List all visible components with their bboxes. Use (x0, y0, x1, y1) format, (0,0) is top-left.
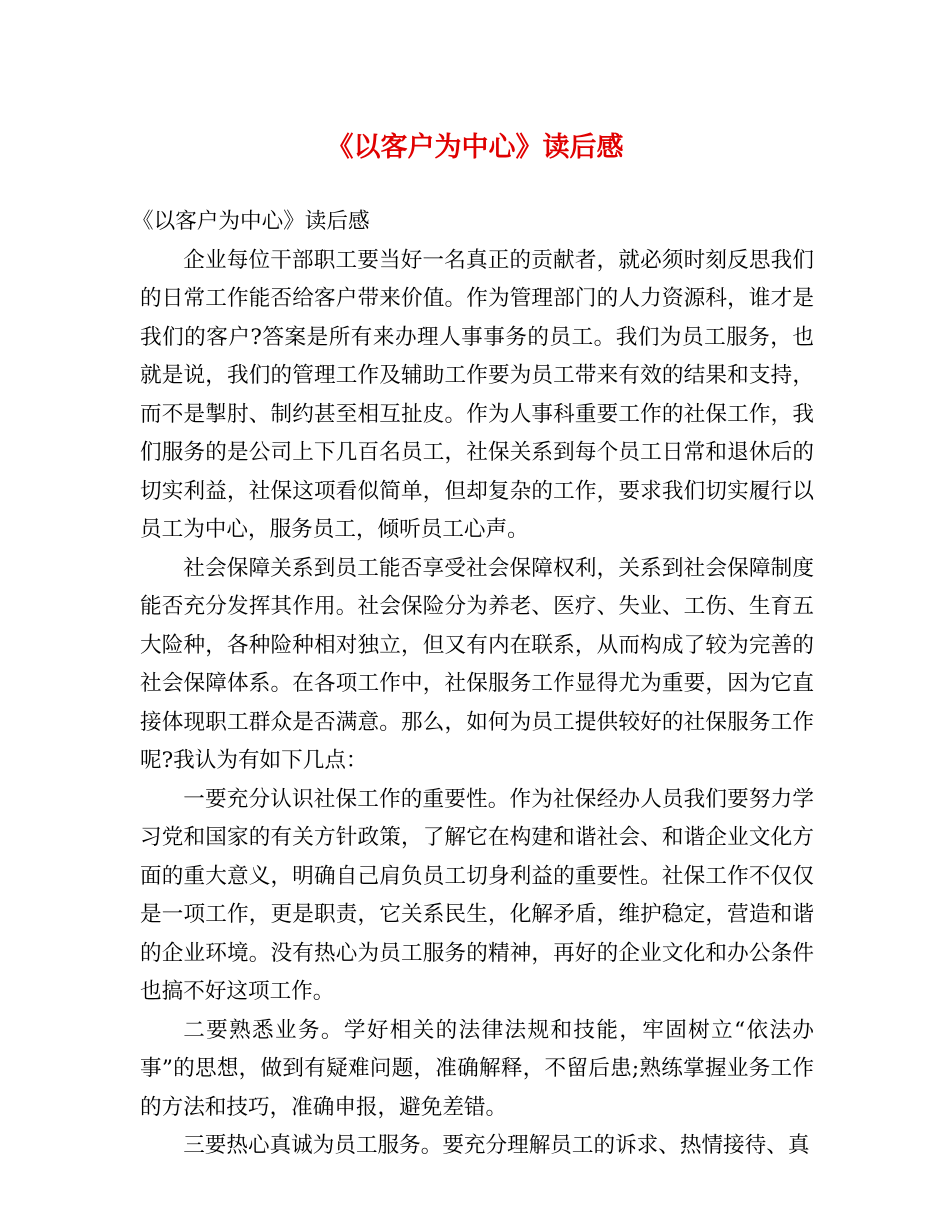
document-title: 《以客户为中心》读后感 (326, 132, 624, 163)
paragraph-5: 三要热心真诚为员工服务。要充分理解员工的诉求、热情接待、真 (183, 1133, 810, 1158)
paragraph-2: 社会保障关系到员工能否享受社会保障权利，关系到社会保障制度能否充分发挥其作用。社会保险分为养老、医疗、失业、工伤、生育五大险种，各种险种相对独立，但又有内在联系，从而构成了较为完善的社会保障体系。在各项工作中，社保服务工作显得尤为重要，因为它直接体现职工群众是否满意。那么，如何为员工提供较好的社保服务工作呢?我认为有如下几点： (140, 555, 814, 773)
document-body (132, 203, 814, 1166)
paragraph-3: 一要充分认识社保工作的重要性。作为社保经办人员我们要努力学习党和国家的有关方针政策，了解它在构建和谐社会、和谐企业文化方面的重大意义，明确自己肩负员工切身利益的重要性。社保工作不仅仅是一项工作，更是职责，它关系民生，化解矛盾，维护稳定，营造和谐的企业环境。没有热心为员工服务的精神，再好的企业文化和办公条件也搞不好这项工作。 (140, 786, 814, 1004)
document-subtitle: 《以客户为中心》读后感 (132, 209, 370, 234)
paragraph-1: 企业每位干部职工要当好一名真正的贡献者，就必须时刻反思我们的日常工作能否给客户带来价值。作为管理部门的人力资源科，谁才是我们的客户?答案是所有来办理人事事务的员工。我们为员工服务，也就是说，我们的管理工作及辅助工作要为员工带来有效的结果和支持，而不是掣肘、制约甚至相互扯皮。作为人事科重要工作的社保工作，我们服务的是公司上下几百名员工，社保关系到每个员工日常和退休后的切实利益，社保这项看似简单，但却复杂的工作，要求我们切实履行以员工为中心，服务员工，倾听员工心声。 (140, 247, 814, 542)
paragraph-4: 二要熟悉业务。学好相关的法律法规和技能，牢固树立“依法办事”的思想，做到有疑难问题，准确解释，不留后患;熟练掌握业务工作的方法和技巧，准确申报，避免差错。 (140, 1017, 814, 1120)
